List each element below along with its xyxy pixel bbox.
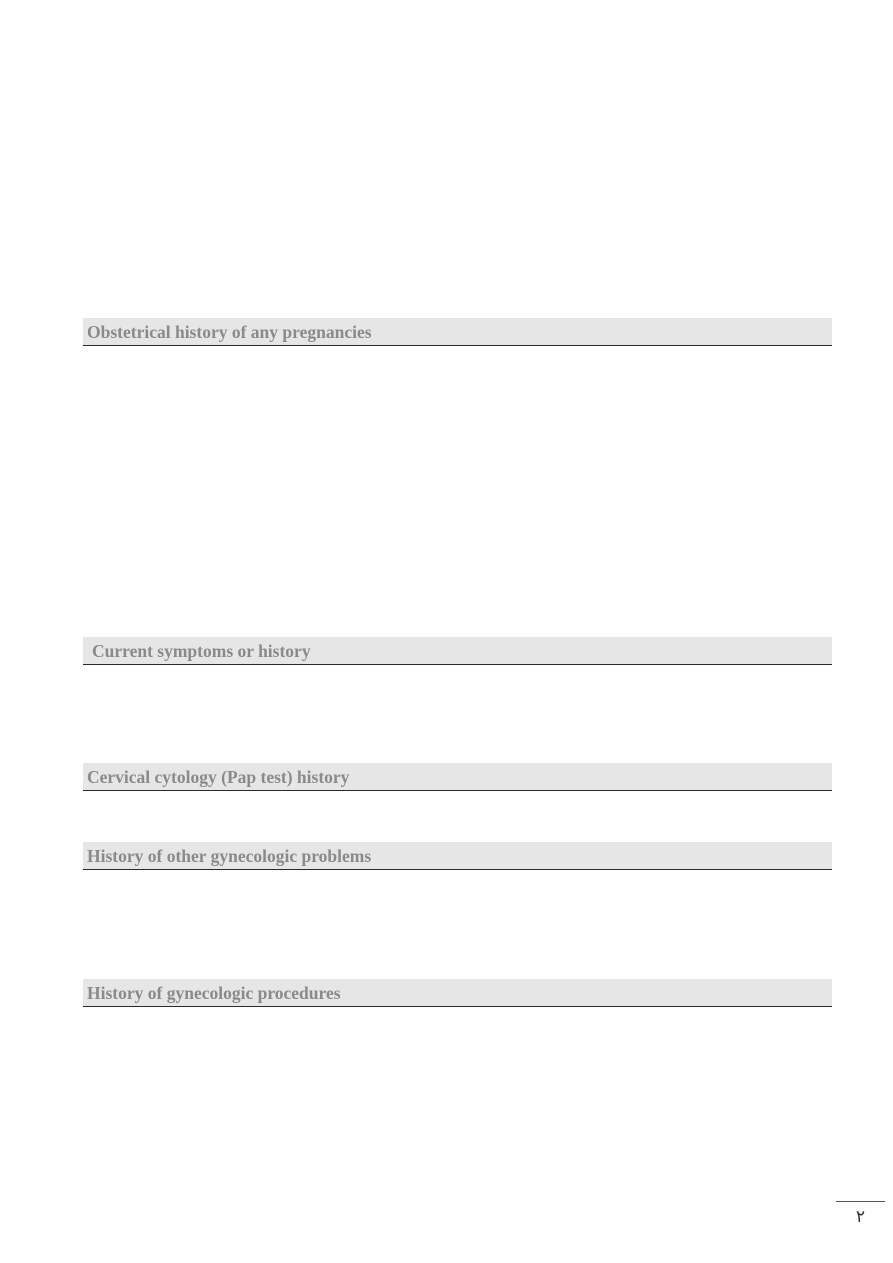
section-header-other-gynecologic-problems (83, 842, 832, 870)
section-header-obstetrical-history (83, 318, 832, 346)
section-title: Cervical cytology (Pap test) history (87, 767, 350, 787)
section-header-cervical-cytology (83, 763, 832, 791)
section-title: History of other gynecologic problems (87, 846, 372, 866)
page-number: ٢ (855, 1207, 866, 1227)
section-title: Current symptoms or history (92, 641, 311, 661)
section-header-current-symptoms (83, 637, 832, 665)
section-title: Obstetrical history of any pregnancies (87, 322, 372, 342)
section-header-gynecologic-procedures (83, 979, 832, 1007)
section-title: History of gynecologic procedures (87, 983, 341, 1003)
page-number-divider (836, 1201, 885, 1202)
